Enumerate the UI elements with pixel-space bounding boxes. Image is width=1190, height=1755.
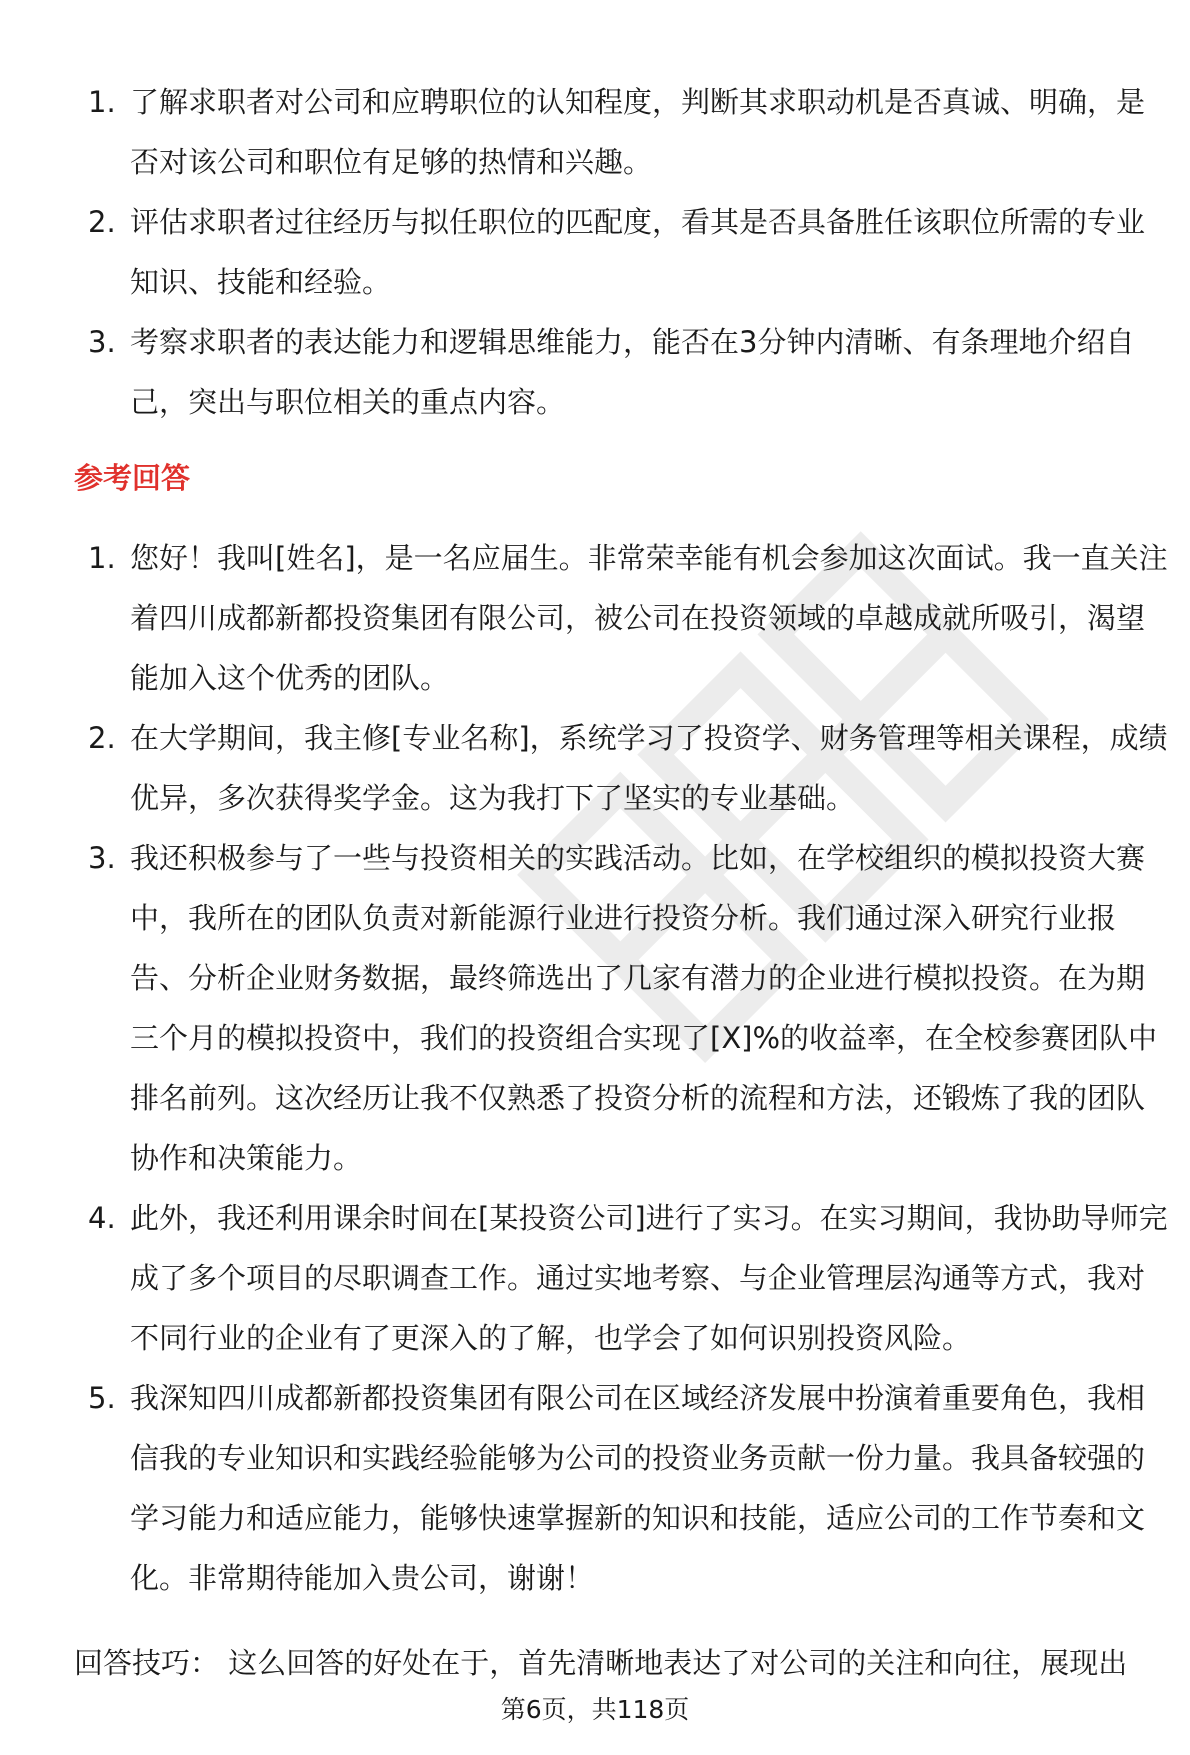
answer-points-list	[0, 528, 1190, 1608]
section-heading-reference-answer: 参考回答	[74, 461, 191, 495]
list-item-number: 2.	[88, 721, 116, 755]
list-item-text: 评估求职者过往经历与拟任职位的匹配度，看其是否具备胜任该职位所需的专业知识、技能和经验。	[130, 205, 1146, 299]
page-number-footer: 第6页，共118页	[500, 1695, 690, 1724]
list-item	[0, 1188, 1190, 1368]
list-item	[0, 828, 1190, 1188]
list-item	[0, 1368, 1190, 1608]
list-item-text: 了解求职者对公司和应聘职位的认知程度，判断其求职动机是否真诚、明确，是否对该公司和职位有足够的热情和兴趣。	[130, 85, 1146, 179]
list-item	[0, 72, 1190, 192]
list-item-number: 4.	[88, 1201, 116, 1235]
list-item-number: 3.	[88, 841, 116, 875]
list-item-text: 考察求职者的表达能力和逻辑思维能力，能否在3分钟内清晰、有条理地介绍自己，突出与职位相关的重点内容。	[130, 325, 1135, 419]
list-item-number: 1.	[88, 541, 116, 575]
list-item	[0, 708, 1190, 828]
tips-label: 回答技巧：	[74, 1646, 220, 1680]
list-item-number: 2.	[88, 205, 116, 239]
list-item-text: 我还积极参与了一些与投资相关的实践活动。比如，在学校组织的模拟投资大赛中，我所在的团队负责对新能源行业进行投资分析。我们通过深入研究行业报告、分析企业财务数据，最终筛选出了几家有潜力的企业进行模拟投资。在为期三个月的模拟投资中，我们的投资组合实现了[X]%的收益率，在全校参赛团队中排名前列。这次经历让我不仅熟悉了投资分析的流程和方法，还锻炼了我的团队协作和决策能力。	[130, 841, 1158, 1175]
list-item-text: 我深知四川成都新都投资集团有限公司在区域经济发展中扮演着重要角色，我相信我的专业知识和实践经验能够为公司的投资业务贡献一份力量。我具备较强的学习能力和适应能力，能够快速掌握新的知识和技能，适应公司的工作节奏和文化。非常期待能加入贵公司，谢谢！	[130, 1381, 1146, 1595]
list-item-text: 此外，我还利用课余时间在[某投资公司]进行了实习。在实习期间，我协助导师完成了多个项目的尽职调查工作。通过实地考察、与企业管理层沟通等方式，我对不同行业的企业有了更深入的了解，也学会了如何识别投资风险。	[130, 1201, 1168, 1355]
list-item	[0, 312, 1190, 432]
list-item	[0, 192, 1190, 312]
list-item-number: 5.	[88, 1381, 116, 1415]
answer-tips-paragraph	[74, 1638, 1174, 1688]
list-item-text: 在大学期间，我主修[专业名称]，系统学习了投资学、财务管理等相关课程，成绩优异，多次获得奖学金。这为我打下了坚实的专业基础。	[130, 721, 1168, 815]
list-item-number: 1.	[88, 85, 116, 119]
intro-points-list	[0, 72, 1190, 432]
tips-text: 这么回答的好处在于，首先清晰地表达了对公司的关注和向往，展现出	[228, 1646, 1128, 1680]
list-item-number: 3.	[88, 325, 116, 359]
list-item	[0, 528, 1190, 708]
list-item-text: 您好！我叫[姓名]，是一名应届生。非常荣幸能有机会参加这次面试。我一直关注着四川成都新都投资集团有限公司，被公司在投资领域的卓越成就所吸引，渴望能加入这个优秀的团队。	[130, 541, 1168, 695]
